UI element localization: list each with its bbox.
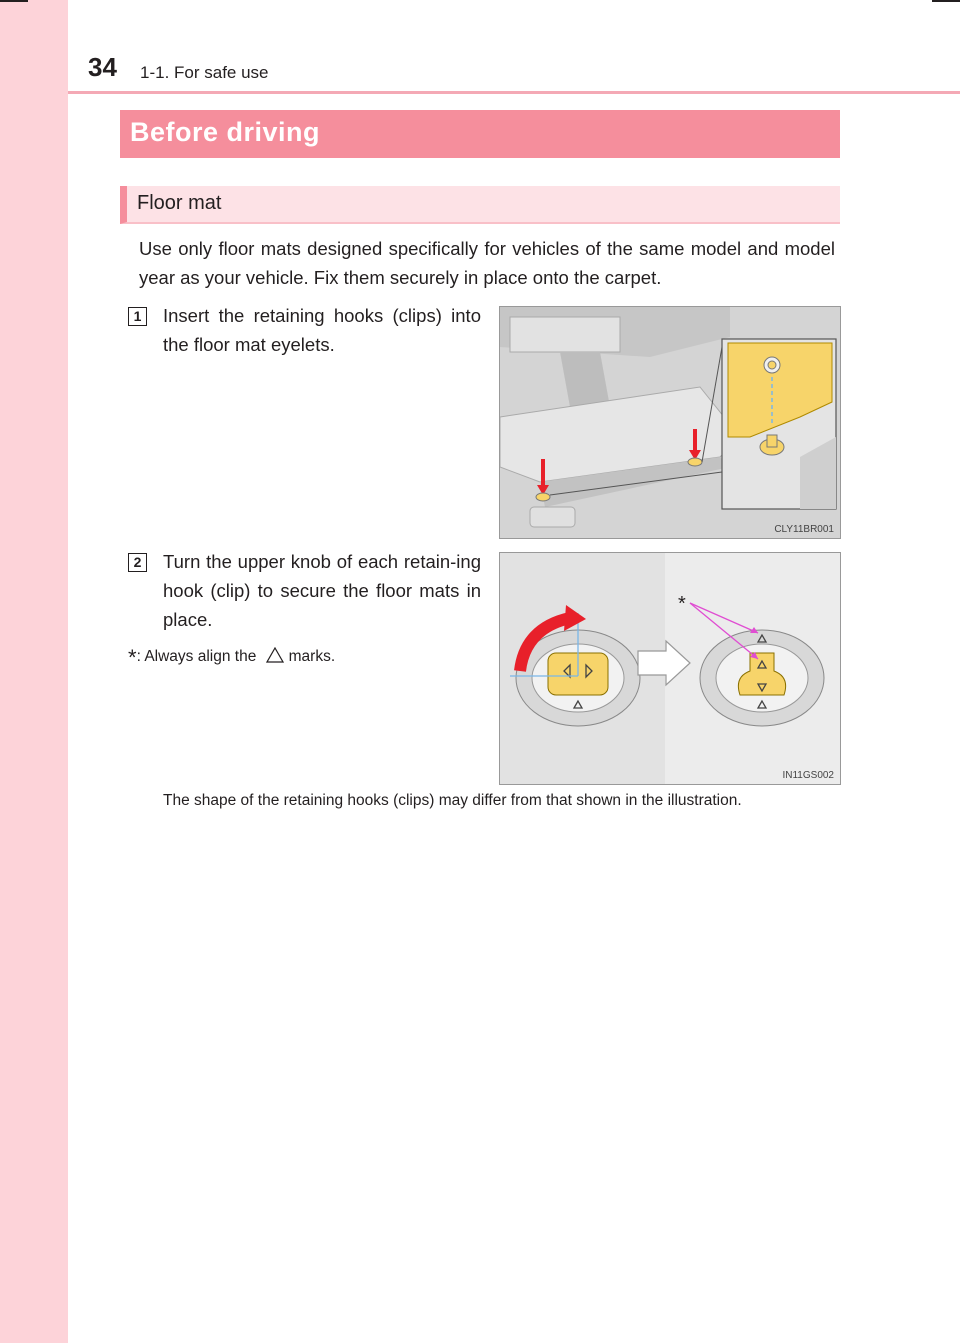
crop-mark-left [0,0,28,2]
figure-code-2: IN11GS002 [782,770,834,781]
illustration-caption: The shape of the retaining hooks (clips) may differ from that shown in the illustration. [163,792,742,809]
floor-mat-illustration [500,307,841,539]
subsection-heading: Floor mat [120,186,840,224]
triangle-mark-icon [266,647,284,663]
figure-knob-turn [499,552,841,785]
knob-turn-illustration [500,553,841,785]
step-number-1: 1 [128,307,147,326]
figure-floor-mat-install [499,306,841,539]
note-text-end: marks. [288,648,336,665]
chapter-title: 1-1. For safe use [140,63,269,82]
step-text-1: Insert the retaining hooks (clips) into the floor mat eyelets. [163,305,481,355]
note-star-marker: * [128,645,137,670]
intro-paragraph: Use only floor mats designed specifically for vehicles of the same model and model year as your vehicle. Fix them securely in place onto the carpet. [139,238,835,288]
note-text-start: : Always align the [136,648,257,665]
header-rule [68,91,960,94]
figure-code-1: CLY11BR001 [774,524,834,535]
crop-mark-right [932,0,960,2]
page-number: 34 [88,52,117,82]
step-number-2: 2 [128,553,147,572]
step-text-2: Turn the upper knob of each retain-ing hook (clip) to secure the floor mats in place. [163,551,481,630]
note [128,641,336,670]
figure-star-label: * [678,593,686,615]
section-heading: Before driving [120,110,840,158]
side-margin-band [0,0,68,1343]
